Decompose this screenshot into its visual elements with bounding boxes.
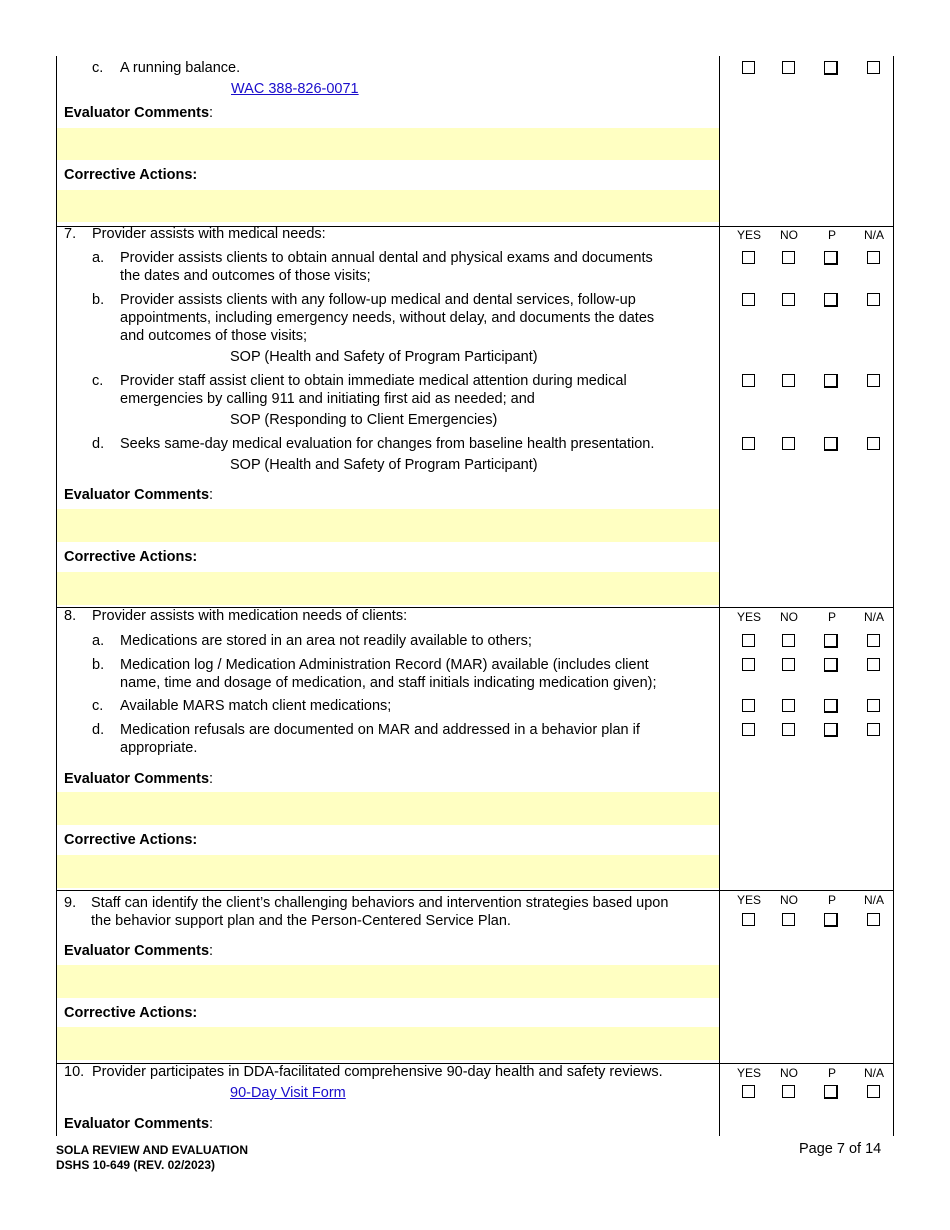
- partial-checkbox[interactable]: [824, 374, 838, 388]
- sop-reference: SOP (Responding to Client Emergencies): [230, 412, 498, 428]
- item-letter: c.: [92, 60, 104, 76]
- evaluator-comments-label: Evaluator Comments:: [64, 943, 214, 959]
- item-letter: a.: [92, 633, 105, 649]
- evaluator-comments-label: Evaluator Comments:: [64, 771, 214, 787]
- item-title: Provider assists with medical needs:: [92, 226, 326, 242]
- yes-column-header: YES: [736, 1066, 761, 1080]
- table-right-border: [893, 56, 894, 1136]
- yes-column-header: YES: [736, 610, 761, 624]
- no-checkbox[interactable]: [782, 634, 795, 647]
- item-text: Medication log / Medication Administration Record (MAR) available (includes client: [120, 657, 649, 673]
- item-text: Seeks same-day medical evaluation for changes from baseline health presentation.: [120, 436, 655, 452]
- evaluator-comments-field[interactable]: [57, 509, 719, 542]
- partial-checkbox[interactable]: [824, 699, 838, 713]
- item-text: and outcomes of those visits;: [120, 328, 307, 344]
- form-number: DSHS 10-649 (REV. 02/2023): [56, 1158, 215, 1172]
- corrective-actions-field[interactable]: [57, 1027, 719, 1060]
- na-column-header: N/A: [863, 228, 884, 242]
- partial-checkbox[interactable]: [824, 61, 838, 75]
- p-column-header: P: [827, 893, 836, 907]
- na-checkbox[interactable]: [867, 61, 880, 74]
- yes-checkbox[interactable]: [742, 723, 755, 736]
- item-text: Medication refusals are documented on MAR and addressed in a behavior plan if: [120, 722, 640, 738]
- no-checkbox[interactable]: [782, 61, 795, 74]
- yes-checkbox[interactable]: [742, 658, 755, 671]
- no-checkbox[interactable]: [782, 251, 795, 264]
- yes-checkbox[interactable]: [742, 699, 755, 712]
- partial-checkbox[interactable]: [824, 437, 838, 451]
- partial-checkbox[interactable]: [824, 634, 838, 648]
- corrective-actions-label: Corrective Actions:: [64, 832, 198, 848]
- no-checkbox[interactable]: [782, 658, 795, 671]
- no-checkbox[interactable]: [782, 1085, 795, 1098]
- na-checkbox[interactable]: [867, 1085, 880, 1098]
- na-checkbox[interactable]: [867, 437, 880, 450]
- item-text: appropriate.: [120, 740, 198, 756]
- item-letter: d.: [92, 436, 105, 452]
- no-column-header: NO: [780, 228, 798, 242]
- yes-checkbox[interactable]: [742, 913, 755, 926]
- na-checkbox[interactable]: [867, 251, 880, 264]
- item-text: the dates and outcomes of those visits;: [120, 268, 371, 284]
- item-text: name, time and dosage of medication, and staff initials indicating medication given);: [120, 675, 657, 691]
- item-letter: b.: [92, 657, 105, 673]
- na-checkbox[interactable]: [867, 634, 880, 647]
- corrective-actions-field[interactable]: [57, 190, 719, 222]
- no-checkbox[interactable]: [782, 293, 795, 306]
- item-text: Medications are stored in an area not readily available to others;: [120, 633, 532, 649]
- na-checkbox[interactable]: [867, 658, 880, 671]
- na-column-header: N/A: [863, 610, 884, 624]
- no-checkbox[interactable]: [782, 437, 795, 450]
- partial-checkbox[interactable]: [824, 723, 838, 737]
- evaluator-comments-field[interactable]: [57, 128, 719, 160]
- corrective-actions-label: Corrective Actions:: [64, 549, 198, 565]
- item-text: Provider assists clients to obtain annual dental and physical exams and documents: [120, 250, 653, 266]
- evaluator-comments-field[interactable]: [57, 792, 719, 825]
- item-text: A running balance.: [120, 60, 241, 76]
- p-column-header: P: [827, 228, 836, 242]
- partial-checkbox[interactable]: [824, 1085, 838, 1099]
- evaluator-comments-label: Evaluator Comments:: [64, 105, 214, 121]
- sop-reference: SOP (Health and Safety of Program Participant): [230, 349, 538, 365]
- corrective-actions-field[interactable]: [57, 855, 719, 888]
- item-letter: d.: [92, 722, 105, 738]
- row-divider: [56, 890, 894, 891]
- form-title: SOLA REVIEW AND EVALUATION: [56, 1143, 248, 1157]
- evaluator-comments-label: Evaluator Comments:: [64, 487, 214, 503]
- yes-column-header: YES: [736, 893, 761, 907]
- no-checkbox[interactable]: [782, 374, 795, 387]
- p-column-header: P: [827, 1066, 836, 1080]
- item-text: Provider staff assist client to obtain immediate medical attention during medical: [120, 373, 627, 389]
- partial-checkbox[interactable]: [824, 658, 838, 672]
- no-checkbox[interactable]: [782, 723, 795, 736]
- evaluator-comments-field[interactable]: [57, 965, 719, 998]
- corrective-actions-field[interactable]: [57, 572, 719, 605]
- na-checkbox[interactable]: [867, 913, 880, 926]
- yes-checkbox[interactable]: [742, 61, 755, 74]
- item-text: Provider assists clients with any follow-up medical and dental services, follow-up: [120, 292, 636, 308]
- item-text: appointments, including emergency needs, without delay, and documents the dates: [120, 310, 655, 326]
- item-text: Available MARS match client medications;: [120, 698, 392, 714]
- yes-checkbox[interactable]: [742, 634, 755, 647]
- item-letter: a.: [92, 250, 105, 266]
- page-number: Page 7 of 14: [799, 1141, 882, 1157]
- na-column-header: N/A: [863, 1066, 884, 1080]
- na-checkbox[interactable]: [867, 374, 880, 387]
- item-number: 10.: [64, 1064, 85, 1080]
- no-column-header: NO: [780, 893, 798, 907]
- na-checkbox[interactable]: [867, 699, 880, 712]
- no-column-header: NO: [780, 1066, 798, 1080]
- no-column-header: NO: [780, 610, 798, 624]
- item-letter: c.: [92, 373, 104, 389]
- item-letter: b.: [92, 292, 105, 308]
- item-text: Staff can identify the client’s challenging behaviors and intervention strategies based upon: [91, 895, 669, 911]
- partial-checkbox[interactable]: [824, 251, 838, 265]
- item-number: 8.: [64, 608, 77, 624]
- yes-checkbox[interactable]: [742, 1085, 755, 1098]
- p-column-header: P: [827, 610, 836, 624]
- table-middle-border: [719, 56, 720, 1136]
- corrective-actions-label: Corrective Actions:: [64, 167, 198, 183]
- item-letter: c.: [92, 698, 104, 714]
- item-number: 7.: [64, 226, 77, 242]
- evaluator-comments-label: Evaluator Comments:: [64, 1116, 214, 1132]
- corrective-actions-label: Corrective Actions:: [64, 1005, 198, 1021]
- wac-reference-link[interactable]: WAC 388-826-0071: [231, 81, 359, 97]
- yes-checkbox[interactable]: [742, 374, 755, 387]
- partial-checkbox[interactable]: [824, 293, 838, 307]
- yes-checkbox[interactable]: [742, 251, 755, 264]
- item-number: 9.: [64, 895, 77, 911]
- na-checkbox[interactable]: [867, 723, 880, 736]
- sop-reference: SOP (Health and Safety of Program Participant): [230, 457, 538, 473]
- na-column-header: N/A: [863, 893, 884, 907]
- partial-checkbox[interactable]: [824, 913, 838, 927]
- na-checkbox[interactable]: [867, 293, 880, 306]
- yes-checkbox[interactable]: [742, 293, 755, 306]
- visit-form-link[interactable]: 90-Day Visit Form: [230, 1085, 346, 1101]
- item-text: Provider participates in DDA-facilitated comprehensive 90-day health and safety reviews.: [92, 1064, 663, 1080]
- item-title: Provider assists with medication needs of clients:: [92, 608, 408, 624]
- item-text: emergencies by calling 911 and initiating first aid as needed; and: [120, 391, 535, 407]
- yes-column-header: YES: [736, 228, 761, 242]
- no-checkbox[interactable]: [782, 699, 795, 712]
- no-checkbox[interactable]: [782, 913, 795, 926]
- yes-checkbox[interactable]: [742, 437, 755, 450]
- item-text: the behavior support plan and the Person-Centered Service Plan.: [91, 913, 511, 929]
